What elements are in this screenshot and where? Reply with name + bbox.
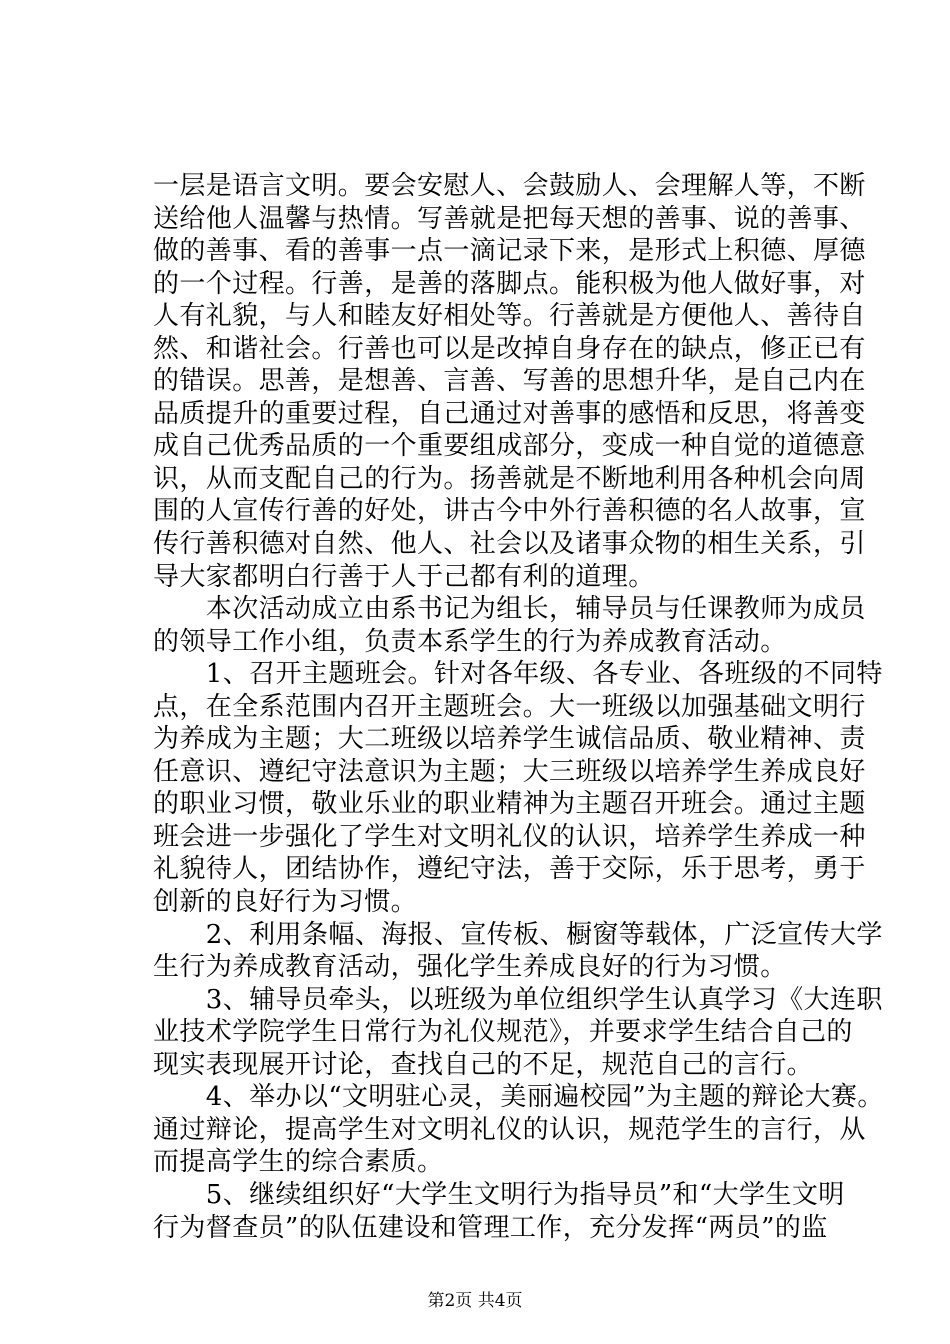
text-line: 5、继续组织好“大学生文明行为指导员”和“大学生文明 [153, 1179, 845, 1210]
text-line: 的错误。思善，是想善、言善、写善的思想升华，是自己内在 [153, 366, 866, 397]
text-line: 3、辅导员牵头，以班级为单位组织学生认真学习《大连职 [153, 984, 883, 1015]
text-line: 品质提升的重要过程，自己通过对善事的感悟和反思，将善变 [153, 398, 866, 429]
text-line: 礼貌待人，团结协作，遵纪守法，善于交际，乐于思考，勇于 [153, 854, 866, 885]
text-line: 的职业习惯，敬业乐业的职业精神为主题召开班会。通过主题 [153, 789, 866, 820]
text-line: 行为督查员”的队伍建设和管理工作，充分发挥“两员”的监 [153, 1212, 828, 1243]
text-line: 业技术学院学生日常行为礼仪规范》，并要求学生结合自己的 [153, 1017, 853, 1048]
text-line: 为养成为主题；大二班级以培养学生诚信品质、敬业精神、责 [153, 724, 866, 755]
text-line: 通过辩论，提高学生对文明礼仪的认识，规范学生的言行，从 [153, 1114, 866, 1145]
text-line: 创新的良好行为习惯。 [153, 887, 418, 918]
text-line: 的一个过程。行善，是善的落脚点。能积极为他人做好事，对 [153, 268, 866, 299]
text-line: 任意识、遵纪守法意识为主题；大三班级以培养学生养成良好 [153, 756, 866, 787]
text-line: 传行善积德对自然、他人、社会以及诸事众物的相生关系，引 [153, 529, 866, 560]
page-number-label: 第2页 共4页 [427, 1291, 523, 1311]
text-line: 然、和谐社会。行善也可以是改掉自身存在的缺点，修正已有 [153, 333, 866, 364]
text-line: 送给他人温馨与热情。写善就是把每天想的善事、说的善事、 [153, 203, 866, 234]
text-line: 围的人宣传行善的好处，讲古今中外行善积德的名人故事，宣 [153, 496, 866, 527]
text-line: 而提高学生的综合素质。 [153, 1147, 444, 1178]
text-line: 本次活动成立由系书记为组长，辅导员与任课教师为成员 [153, 594, 866, 625]
text-line: 班会进一步强化了学生对文明礼仪的认识，培养学生养成一种 [153, 821, 866, 852]
text-line: 的领导工作小组，负责本系学生的行为养成教育活动。 [153, 626, 787, 657]
text-line: 人有礼貌，与人和睦友好相处等。行善就是方便他人、善待自 [153, 301, 866, 332]
text-line: 识，从而支配自己的行为。扬善就是不断地利用各种机会向周 [153, 463, 866, 494]
text-line: 做的善事、看的善事一点一滴记录下来，是形式上积德、厚德 [153, 236, 866, 267]
document-body [153, 170, 884, 1244]
text-line: 导大家都明白行善于人于己都有利的道理。 [153, 561, 655, 592]
text-line: 2、利用条幅、海报、宣传板、橱窗等载体，广泛宣传大学 [153, 919, 883, 950]
text-line: 1、召开主题班会。针对各年级、各专业、各班级的不同特 [153, 659, 883, 690]
page-footer [0, 1290, 950, 1312]
text-line: 点，在全系范围内召开主题班会。大一班级以加强基础文明行 [153, 691, 866, 722]
text-line: 成自己优秀品质的一个重要组成部分，变成一种自觉的道德意 [153, 431, 866, 462]
text-line: 4、举办以“文明驻心灵，美丽遍校园”为主题的辩论大赛。 [153, 1082, 884, 1113]
text-line: 现实表现展开讨论，查找自己的不足，规范自己的言行。 [153, 1049, 814, 1080]
text-line: 一层是语言文明。要会安慰人、会鼓励人、会理解人等，不断 [153, 171, 866, 201]
text-line: 生行为养成教育活动，强化学生养成良好的行为习惯。 [153, 952, 787, 983]
